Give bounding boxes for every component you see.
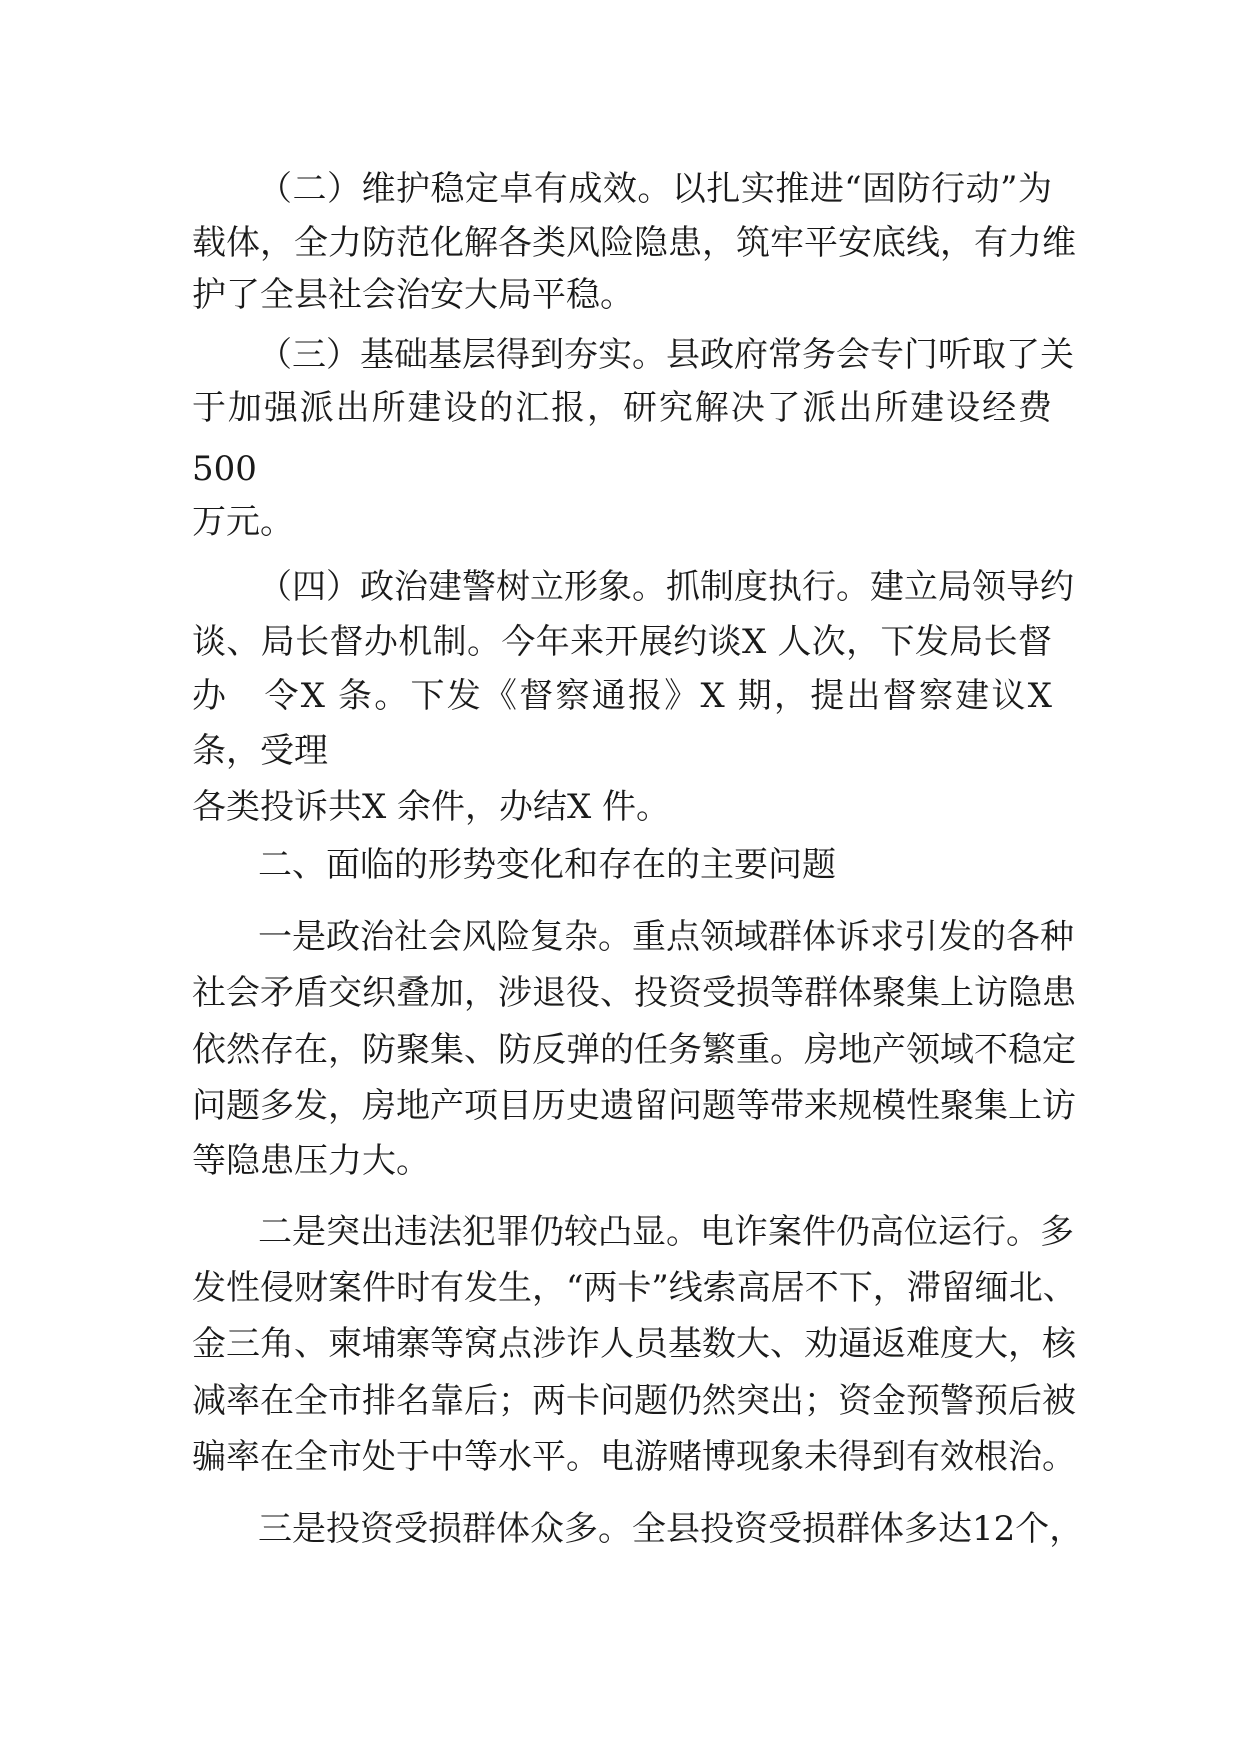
paragraph-line: 载体，全力防范化解各类风险隐患，筑牢平安底线，有力维 — [192, 223, 1076, 263]
paragraph-line: 办 令X 条。下发《督察通报》X 期，提出督察建议X — [192, 676, 1052, 716]
paragraph-line: 金三角、柬埔寨等窝点涉诈人员基数大、劝逼返难度大，核 — [192, 1324, 1076, 1364]
paragraph-line: 三是投资受损群体众多。全县投资受损群体多达12个， — [258, 1509, 1084, 1549]
paragraph-line: 条，受理 — [192, 731, 328, 771]
paragraph-line: 发性侵财案件时有发生，“两卡”线索高居不下，滞留缅北、 — [192, 1268, 1077, 1308]
paragraph-line: 各类投诉共X 余件，办结X 件。 — [192, 787, 671, 827]
paragraph-line: 万元。 — [192, 502, 294, 542]
paragraph-line: 于加强派出所建设的汇报，研究解决了派出所建设经费 — [192, 388, 1052, 428]
paragraph-line: 问题多发，房地产项目历史遗留问题等带来规模性聚集上访 — [192, 1086, 1076, 1126]
paragraph-line: 一是政治社会风险复杂。重点领域群体诉求引发的各种 — [258, 917, 1074, 957]
paragraph-line: 护了全县社会治安大局平稳。 — [192, 275, 634, 315]
paragraph-line: （二）维护稳定卓有成效。以扎实推进“固防行动”为 — [258, 169, 1052, 209]
paragraph-line: （三）基础基层得到夯实。县政府常务会专门听取了关 — [258, 335, 1074, 375]
paragraph-line: 骗率在全市处于中等水平。电游赌博现象未得到有效根治。 — [192, 1437, 1076, 1477]
paragraph-line: 社会矛盾交织叠加，涉退役、投资受损等群体聚集上访隐患 — [192, 973, 1076, 1013]
paragraph-line: 500 — [192, 449, 257, 489]
paragraph-line: 谈、局长督办机制。今年来开展约谈X 人次，下发局长督 — [192, 622, 1052, 662]
paragraph-line: 减率在全市排名靠后；两卡问题仍然突出；资金预警预后被 — [192, 1381, 1076, 1421]
paragraph-line: 依然存在，防聚集、防反弹的任务繁重。房地产领域不稳定 — [192, 1030, 1076, 1070]
paragraph-line: 等隐患压力大。 — [192, 1141, 430, 1181]
section-heading: 二、面临的形势变化和存在的主要问题 — [258, 845, 836, 885]
paragraph-line: 二是突出违法犯罪仍较凸显。电诈案件仍高位运行。多 — [258, 1212, 1074, 1252]
paragraph-line: （四）政治建警树立形象。抓制度执行。建立局领导约 — [258, 567, 1074, 607]
